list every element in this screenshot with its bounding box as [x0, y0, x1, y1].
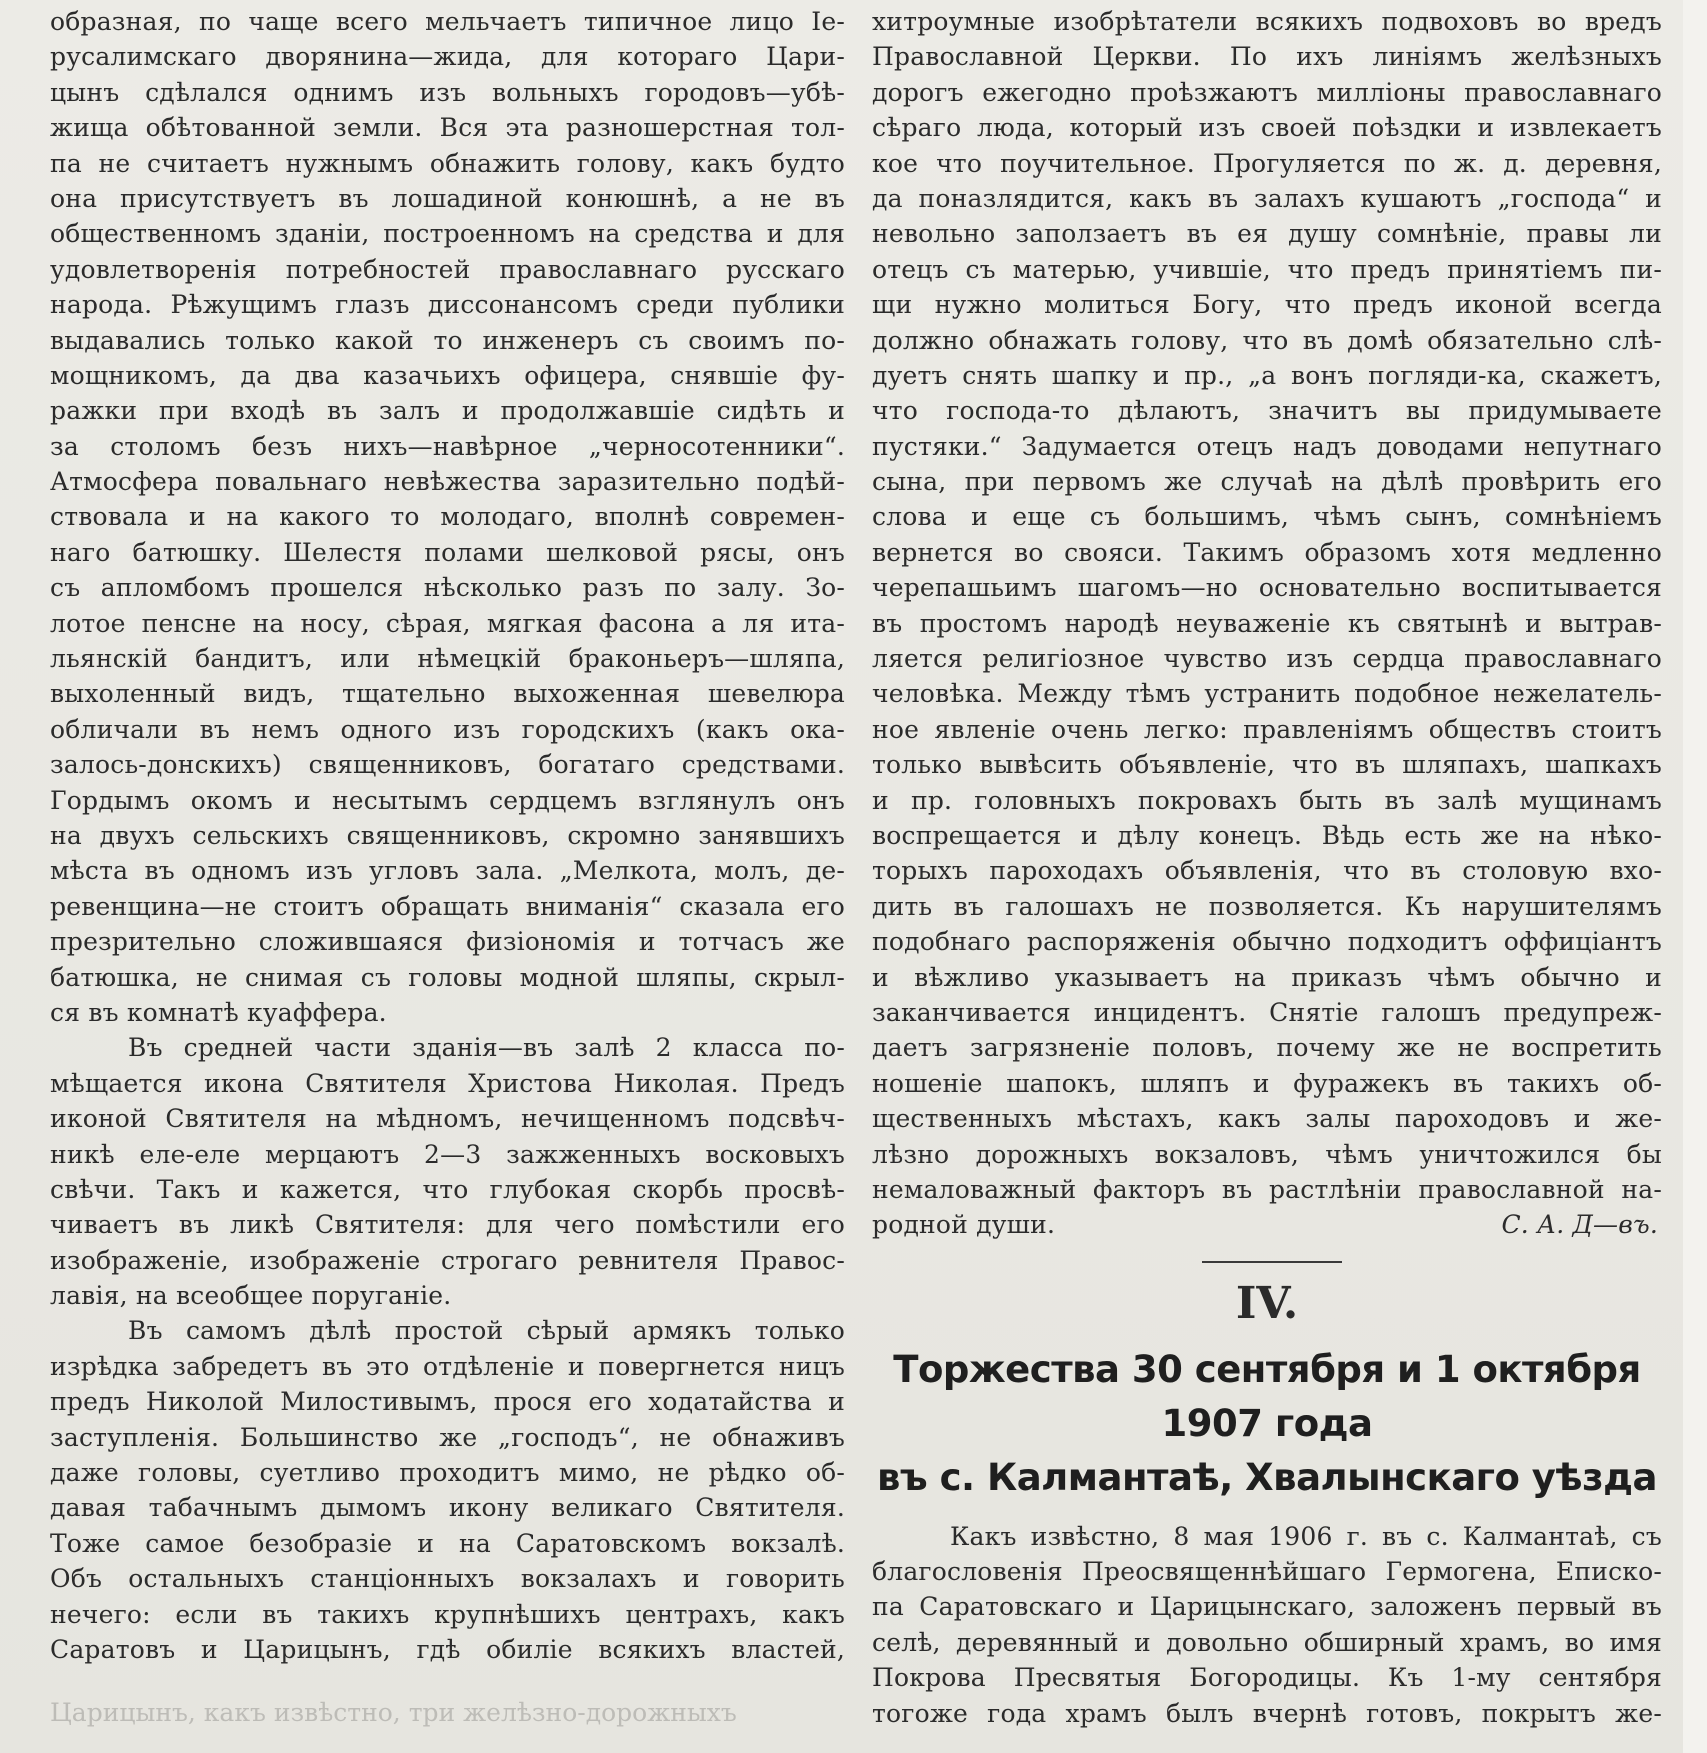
text-line: вернется во свояси. Такимъ образомъ хотя медленно [872, 537, 1662, 567]
text-line: даетъ загрязненіе половъ, почему же не воспретить [872, 1033, 1662, 1063]
text-line: воспрещается и дѣлу конецъ. Вѣдь есть же на нѣко- [872, 820, 1662, 850]
text-line: благословенія Преосвященнѣйшаго Гермогена, Еписко- [872, 1557, 1662, 1587]
signature-line [872, 1207, 1662, 1242]
text-line: сына, при первомъ же случаѣ на дѣлѣ провѣрить его [872, 467, 1662, 497]
text-line: невольно заползаетъ въ ея душу сомнѣніе, правы ли [872, 219, 1662, 249]
left-column [50, 4, 845, 1667]
text-line: заступленія. Большинство же „господъ“, не обнаживъ [50, 1422, 845, 1452]
text-line: слова и еще съ большимъ, чѣмъ сынъ, сомнѣніемъ [872, 502, 1662, 532]
text-line: предъ Николой Милостивымъ, прося его ходатайства и [50, 1387, 845, 1417]
text-line: хитроумные изобрѣтатели всякихъ подвоховъ во вредъ [872, 7, 1662, 36]
text-line: давая табачнымъ дымомъ икону великаго Святителя. [50, 1493, 845, 1523]
text-line: съ апломбомъ прошелся нѣсколько разъ по залу. Зо- [50, 573, 845, 603]
text-line: ся въ комнатѣ куаффера. [50, 997, 387, 1027]
text-line: ражки при входѣ въ залъ и продолжавшіе сидѣть и [50, 396, 845, 426]
text-line: ное явленіе очень легко: правленіямъ обществъ стоитъ [872, 714, 1662, 744]
text-line: ношеніе шапокъ, шляпъ и фуражекъ въ такихъ об- [872, 1068, 1662, 1098]
text-line: сѣраго люда, который изъ своей поѣздки и извлекаетъ [872, 113, 1662, 143]
text-line: немаловажный факторъ въ растлѣніи православной на- [872, 1174, 1662, 1204]
text-line: ревенщина—не стоитъ обращать вниманія“ сказала его [50, 891, 845, 921]
text-line: она присутствуетъ въ лошадиной конюшнѣ, а не въ [50, 183, 845, 213]
text-line: щественныхъ мѣстахъ, какъ залы пароходовъ и же- [872, 1104, 1662, 1134]
text-line: на двухъ сельскихъ священниковъ, скромно занявшихъ [50, 820, 845, 850]
text-line: лавія, на всеобщее поруганіе. [50, 1281, 452, 1311]
text-line: заканчивается инцидентъ. Снятіе галошъ предупреж- [872, 997, 1662, 1027]
text-line: дорогъ ежегодно проѣзжаютъ милліоны православнаго [872, 77, 1662, 107]
author-signature: С. А. Д—въ. [1501, 1210, 1658, 1240]
text-line: батюшка, не снимая съ головы модной шляпы, скрыл- [50, 962, 845, 992]
text-line: народа. Рѣжущимъ глазъ диссонансомъ среди публики [50, 290, 845, 320]
text-line: жища обѣтованной земли. Вся эта разношерстная тол- [50, 113, 845, 143]
page-margin [1683, 0, 1707, 1753]
text-line: лѣзно дорожныхъ вокзаловъ, чѣмъ уничтожился бы [872, 1139, 1662, 1169]
text-line: Православной Церкви. По ихъ линіямъ желѣзныхъ [872, 42, 1662, 72]
text-line: щи нужно молиться Богу, что предъ иконой всегда [872, 290, 1662, 320]
text-line: и пр. головныхъ покровахъ быть въ залѣ мущинамъ [872, 785, 1662, 815]
text-line: за столомъ безъ нихъ—навѣрное „черносотенники“. [50, 431, 845, 461]
text-line: мѣщается икона Святителя Христова Николая. Предъ [50, 1068, 845, 1098]
section-divider [1202, 1261, 1342, 1263]
text-line: да поназлядится, какъ въ залахъ кушаютъ „господа“ и [872, 183, 1662, 213]
text-line: нечего: если въ такихъ крупнѣшихъ центрахъ, какъ [50, 1599, 845, 1629]
article-body [872, 1519, 1662, 1731]
text-line: Какъ извѣстно, 8 мая 1906 г. въ с. Калмантаѣ, съ [950, 1521, 1662, 1551]
text-line: никѣ еле-еле мерцаютъ 2—3 зажженныхъ восковыхъ [50, 1139, 845, 1169]
text-line: иконой Святителя на мѣдномъ, нечищенномъ подсвѣч- [50, 1104, 845, 1134]
text-line: Гордымъ окомъ и несытымъ сердцемъ взглянулъ онъ [50, 785, 845, 815]
text-line: обличали въ немъ одного изъ городскихъ (какъ ока- [50, 714, 845, 744]
text-line: Тоже самое безобразіе и на Саратовскомъ вокзалѣ. [50, 1528, 845, 1558]
text-line: мѣста въ одномъ изъ угловъ зала. „Мелкота, молъ, де- [50, 856, 845, 886]
heading-line-2: въ с. Калмантаѣ, Хвалынскаго уѣзда [877, 1455, 1657, 1499]
text-line: Покрова Пресвятыя Богородицы. Къ 1-му сентября [872, 1663, 1662, 1693]
text-line: человѣка. Между тѣмъ устранить подобное нежелатель- [872, 679, 1662, 709]
text-line: ствовала и на какого то молодаго, вполнѣ современ- [50, 502, 845, 532]
text-line: общественномъ зданіи, построенномъ на средства и для [50, 219, 845, 249]
text-line: па не считаетъ нужнымъ обнажить голову, какъ будто [50, 148, 845, 178]
text-line: тогоже года храмъ былъ вчернѣ готовъ, покрытъ же- [872, 1698, 1662, 1728]
text-line: Въ самомъ дѣлѣ простой сѣрый армякъ только [128, 1316, 845, 1346]
text-line: Въ средней части зданія—въ залѣ 2 класса по- [128, 1033, 845, 1063]
text-line: дить въ галошахъ не позволяется. Къ нарушителямъ [872, 891, 1662, 921]
text-line: Саратовъ и Царицынъ, гдѣ обиліе всякихъ властей, [50, 1634, 845, 1664]
text-line: кое что поучительное. Прогуляется по ж. д. деревня, [872, 148, 1662, 178]
text-line: въ простомъ народѣ неуваженіе къ святынѣ и вытрав- [872, 608, 1662, 638]
text-line: залось-донскихъ) священниковъ, богатаго средствами. [50, 750, 845, 780]
text-line: удовлетворенія потребностей православнаго русскаго [50, 254, 845, 284]
text-line: селѣ, деревянный и довольно обширный храмъ, во имя [872, 1627, 1662, 1657]
text-line: наго батюшку. Шелестя полами шелковой рясы, онъ [50, 537, 845, 567]
text-line: подобнаго распоряженія обычно подходитъ оффиціантъ [872, 927, 1662, 957]
right-column-text [872, 4, 1662, 1207]
section-number: IV. [1235, 1277, 1299, 1329]
text-line: Объ остальныхъ станціонныхъ вокзалахъ и говорить [50, 1564, 845, 1594]
right-column [872, 4, 1662, 1731]
text-line: чиваетъ въ ликѣ Святителя: для чего помѣстили его [50, 1210, 845, 1240]
text-line: лотое пенсне на носу, сѣрая, мягкая фасона а ля ита- [50, 608, 845, 638]
text-line: пустяки.“ Задумается отецъ надъ доводами непутнаго [872, 431, 1662, 461]
article-heading [872, 1343, 1662, 1505]
right-last-line: родной души. [872, 1210, 1056, 1240]
faded-bottom-line: Царицынъ, какъ извѣстно, три желѣзно-дорожныхъ [50, 1698, 737, 1727]
text-line: мощникомъ, да два казачьихъ офицера, снявшіе фу- [50, 360, 845, 390]
text-line: Атмосфера повальнаго невѣжества заразительно подѣй- [50, 467, 845, 497]
text-line: торыхъ пароходахъ объявленія, что въ столовую вхо- [872, 856, 1662, 886]
text-line: только вывѣсить объявленіе, что въ шляпахъ, шапкахъ [872, 750, 1662, 780]
text-line: черепашьимъ шагомъ—но основательно воспитывается [872, 573, 1662, 603]
text-line: ляется религіозное чувство изъ сердца православнаго [872, 644, 1662, 674]
text-line: образная, по чаще всего мельчаетъ типичное лицо Іе- [50, 7, 845, 36]
text-line: должно обнажать голову, что въ домѣ обязательно слѣ- [872, 325, 1662, 355]
text-line: выхоленный видъ, тщательно выхоженная шевелюра [50, 679, 845, 709]
text-line: отецъ съ матерью, учившіе, что предъ принятіемъ пи- [872, 254, 1662, 284]
text-line: презрительно сложившаяся физіономія и тотчасъ же [50, 927, 845, 957]
text-line: дуетъ снять шапку и пр., „а вонъ погляди-ка, скажетъ, [872, 360, 1662, 390]
text-line: и вѣжливо указываетъ на приказъ чѣмъ обычно и [872, 962, 1662, 992]
text-line: цынъ сдѣлался однимъ изъ вольныхъ городовъ—убѣ- [50, 77, 845, 107]
text-line: выдавались только какой то инженеръ съ своимъ по- [50, 325, 845, 355]
text-line: изображеніе, изображеніе строгаго ревнителя Правос- [50, 1245, 845, 1275]
text-line: па Саратовскаго и Царицынскаго, заложенъ первый въ [872, 1592, 1662, 1622]
text-line: что господа-то дѣлаютъ, значитъ вы придумываете [872, 396, 1662, 426]
text-line: русалимскаго дворянина—жида, для котораго Цари- [50, 42, 845, 72]
text-line: свѣчи. Такъ и кажется, что глубокая скорбь просвѣ- [50, 1174, 845, 1204]
text-line: льянскій бандитъ, или нѣмецкій браконьеръ—шляпа, [50, 644, 845, 674]
heading-line-1: Торжества 30 сентября и 1 октября 1907 года [893, 1347, 1641, 1445]
text-line: изрѣдка забредетъ въ это отдѣленіе и повергнется ницъ [50, 1351, 845, 1381]
text-line: даже головы, суетливо проходитъ мимо, не рѣдко об- [50, 1458, 845, 1488]
